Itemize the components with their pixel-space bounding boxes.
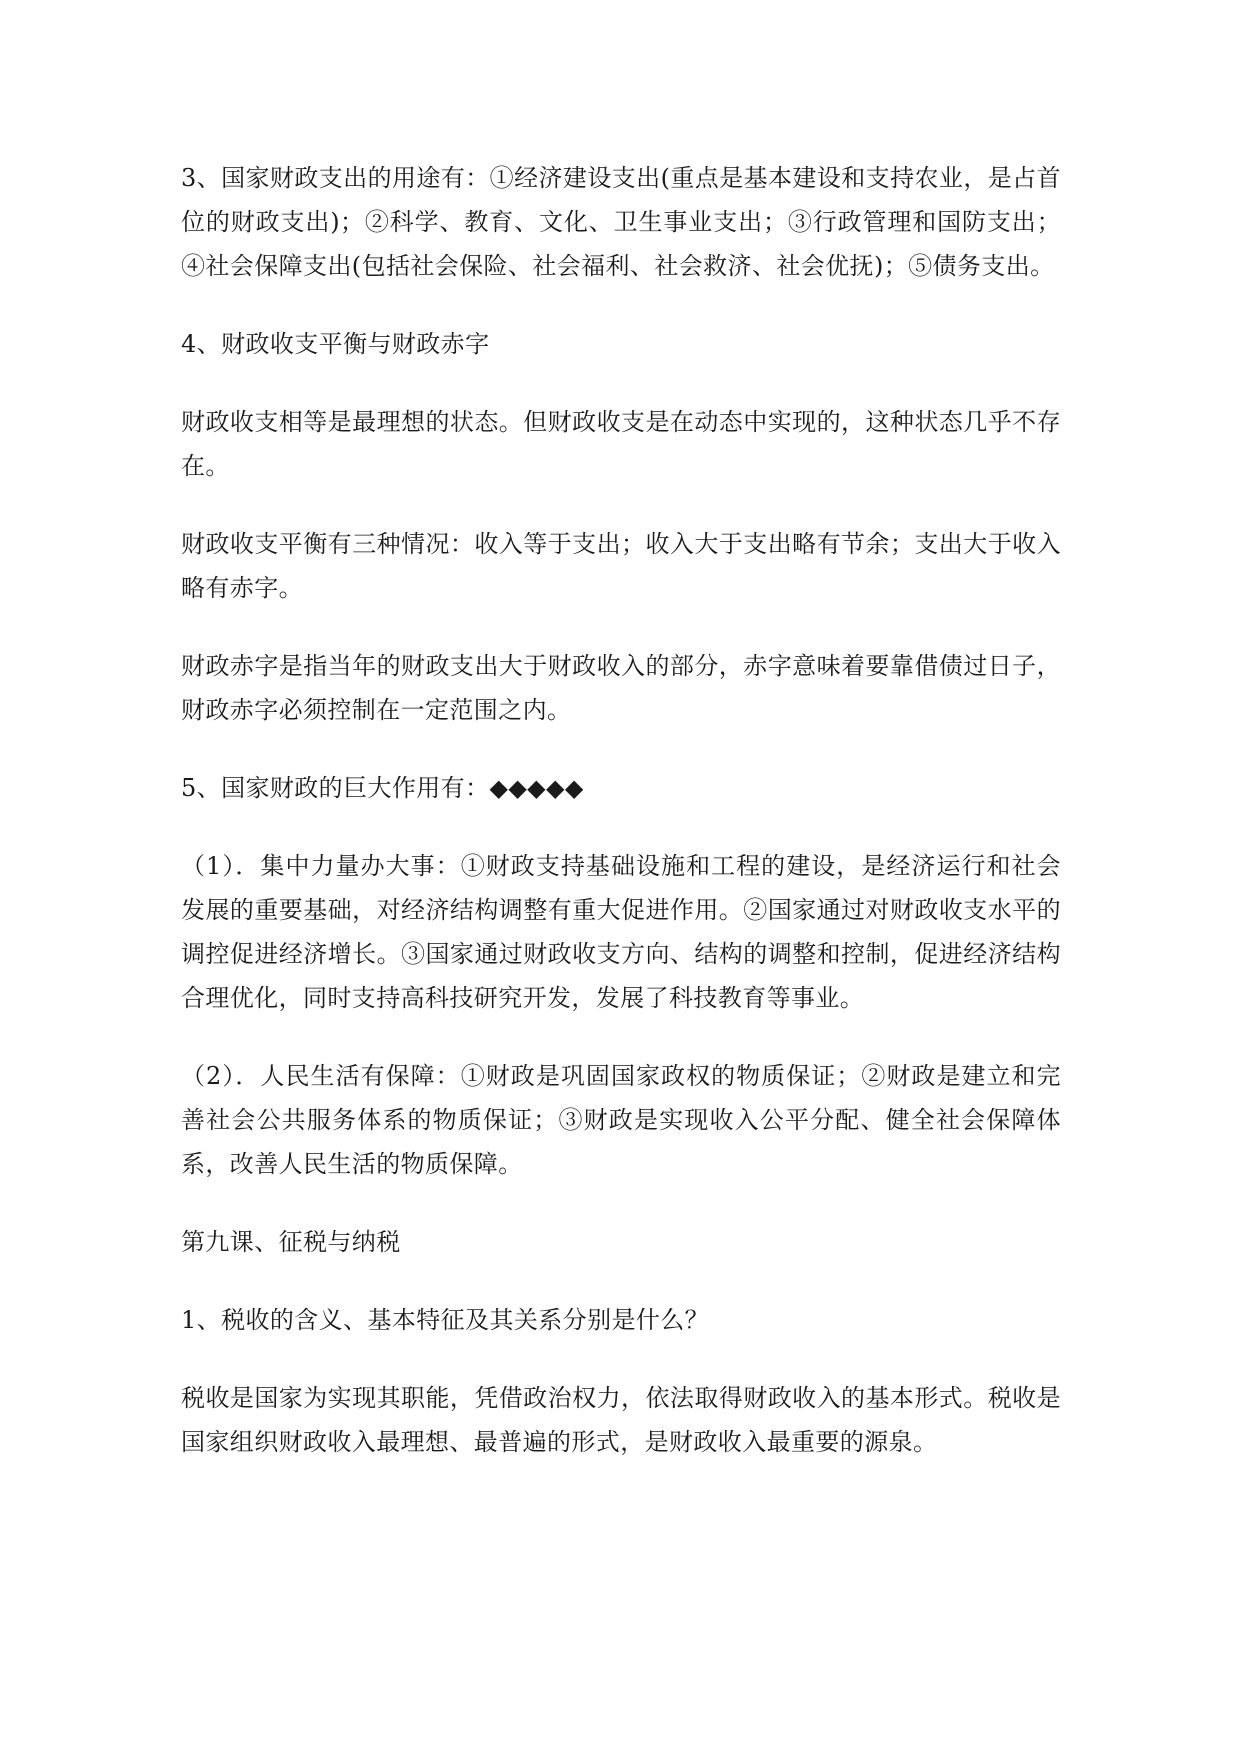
- document-body: [181, 156, 1061, 1498]
- paragraph-three-cases: 财政收支平衡有三种情况：收入等于支出；收入大于支出略有节余；支出大于收入略有赤字。: [181, 530, 1061, 602]
- heading-fiscal-balance: 4、财政收支平衡与财政赤字: [181, 330, 490, 358]
- paragraph-ideal-state: 财政收支相等是最理想的状态。但财政收支是在动态中实现的，这种状态几乎不存在。: [181, 408, 1061, 480]
- heading-lesson-nine: 第九课、征税与纳税: [181, 1228, 401, 1256]
- paragraph-livelihood-guarantee: （2）．人民生活有保障：①财政是巩固国家政权的物质保证；②财政是建立和完善社会公共服务体系的物质保证；③财政是实现收入公平分配、健全社会保障体系，改善人民生活的物质保障。: [181, 1062, 1061, 1178]
- heading-fiscal-role: 5、国家财政的巨大作用有：◆◆◆◆◆: [181, 774, 584, 802]
- paragraph-fiscal-deficit: 财政赤字是指当年的财政支出大于财政收入的部分，赤字意味着要靠借债过日子，财政赤字必须控制在一定范围之内。: [181, 652, 1061, 724]
- heading-tax-question: 1、税收的含义、基本特征及其关系分别是什么？: [181, 1306, 710, 1334]
- paragraph-tax-definition: 税收是国家为实现其职能，凭借政治权力，依法取得财政收入的基本形式。税收是国家组织财政收入最理想、最普遍的形式，是财政收入最重要的源泉。: [181, 1384, 1061, 1456]
- paragraph-expenditure-uses: 3、国家财政支出的用途有：①经济建设支出(重点是基本建设和支持农业，是占首位的财政支出)；②科学、教育、文化、卫生事业支出；③行政管理和国防支出；④社会保障支出(包括社会保险、社会福利、社会救济、社会优抚)；⑤债务支出。: [181, 164, 1061, 280]
- paragraph-concentrate-resources: （1）．集中力量办大事：①财政支持基础设施和工程的建设，是经济运行和社会发展的重要基础，对经济结构调整有重大促进作用。②国家通过对财政收支水平的调控促进经济增长。③国家通过财政收支方向、结构的调整和控制，促进经济结构合理优化，同时支持高科技研究开发，发展了科技教育等事业。: [181, 852, 1061, 1012]
